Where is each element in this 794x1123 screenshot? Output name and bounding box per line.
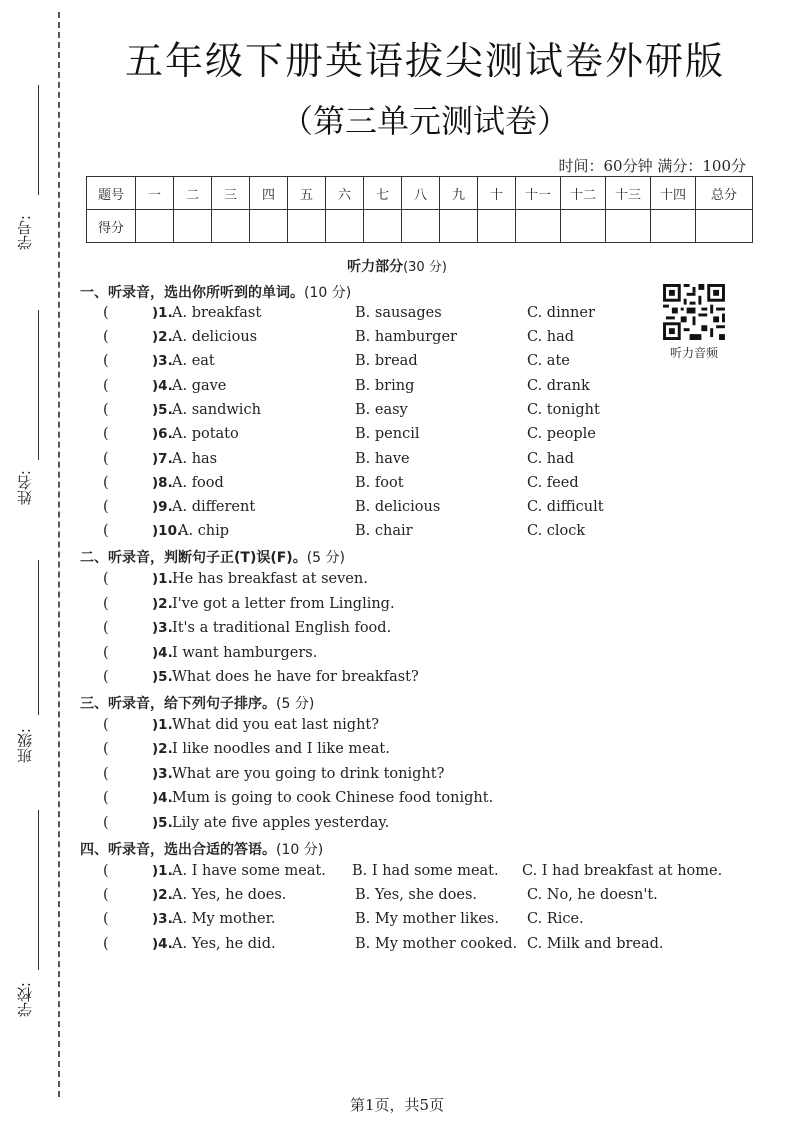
- part4-points: (10 分): [276, 842, 324, 858]
- score-header-cell: 七: [364, 177, 402, 210]
- answer-blank[interactable]: (: [103, 741, 109, 757]
- name-underline: [38, 310, 39, 460]
- answer-blank[interactable]: (: [103, 523, 109, 539]
- answer-blank[interactable]: (: [103, 499, 109, 515]
- answer-blank[interactable]: (: [103, 402, 109, 418]
- option-c: C. No, he doesn't.: [527, 887, 658, 903]
- answer-blank[interactable]: (: [103, 669, 109, 685]
- question-text: I like noodles and I like meat.: [172, 741, 390, 757]
- exam-meta: 时间：60分钟 满分：100分: [558, 157, 746, 175]
- answer-blank[interactable]: (: [103, 378, 109, 394]
- option-c: C. Milk and bread.: [527, 936, 664, 952]
- score-cell[interactable]: [212, 210, 250, 243]
- option-c: C. dinner: [527, 305, 595, 321]
- answer-blank[interactable]: (: [103, 911, 109, 927]
- score-header-cell: 三: [212, 177, 250, 210]
- answer-blank[interactable]: (: [103, 329, 109, 345]
- answer-blank[interactable]: (: [103, 815, 109, 831]
- question-number: )1.: [152, 305, 173, 321]
- score-header-cell: 十四: [651, 177, 696, 210]
- answer-blank[interactable]: (: [103, 717, 109, 733]
- option-c: C. people: [527, 426, 596, 442]
- score-header-cell: 十: [478, 177, 516, 210]
- score-cell[interactable]: [174, 210, 212, 243]
- answer-blank[interactable]: (: [103, 936, 109, 952]
- score-cell[interactable]: [561, 210, 606, 243]
- score-cell[interactable]: [288, 210, 326, 243]
- option-b: B. hamburger: [355, 329, 457, 345]
- option-a: A. My mother.: [172, 911, 276, 927]
- score-table-header-row: [87, 177, 753, 210]
- score-table: [86, 176, 753, 243]
- question-text: Mum is going to cook Chinese food tonight.: [172, 790, 494, 806]
- question-number: )3.: [152, 353, 173, 369]
- question-text: I've got a letter from Lingling.: [172, 596, 395, 612]
- part3-heading: [80, 693, 314, 713]
- score-cell[interactable]: [696, 210, 753, 243]
- option-a: A. has: [172, 451, 218, 467]
- question-number: )4.: [152, 645, 173, 661]
- option-c: C. had: [527, 451, 575, 467]
- option-c: C. I had breakfast at home.: [522, 863, 723, 879]
- question-number: )1.: [152, 571, 173, 587]
- option-c: C. feed: [527, 475, 579, 491]
- binding-dashed-line: [58, 12, 60, 1097]
- question-number: )5.: [152, 402, 173, 418]
- score-cell[interactable]: [440, 210, 478, 243]
- option-b: B. have: [355, 451, 410, 467]
- option-b: B. chair: [355, 523, 413, 539]
- question-number: )5.: [152, 815, 173, 831]
- question-text: It's a traditional English food.: [172, 620, 392, 636]
- answer-blank[interactable]: (: [103, 863, 109, 879]
- question-number: )8.: [152, 475, 173, 491]
- score-header-cell: 八: [402, 177, 440, 210]
- option-b: B. My mother cooked.: [355, 936, 518, 952]
- option-a: A. eat: [172, 353, 215, 369]
- option-b: B. pencil: [355, 426, 420, 442]
- answer-blank[interactable]: (: [103, 571, 109, 587]
- answer-blank[interactable]: (: [103, 645, 109, 661]
- question-number: )7.: [152, 451, 173, 467]
- question-number: )3.: [152, 766, 173, 782]
- question-number: )6.: [152, 426, 173, 442]
- answer-blank[interactable]: (: [103, 305, 109, 321]
- score-cell[interactable]: [364, 210, 402, 243]
- answer-blank[interactable]: (: [103, 451, 109, 467]
- question-text: He has breakfast at seven.: [172, 571, 368, 587]
- score-cell[interactable]: [606, 210, 651, 243]
- score-header-cell: 六: [326, 177, 364, 210]
- question-text: I want hamburgers.: [172, 645, 318, 661]
- answer-blank[interactable]: (: [103, 596, 109, 612]
- option-b: B. My mother likes.: [355, 911, 499, 927]
- part1-heading: [80, 282, 351, 302]
- part4-heading: [80, 839, 323, 859]
- option-b: B. bring: [355, 378, 415, 394]
- option-a: A. chip: [178, 523, 230, 539]
- part4-heading-text: 四、听录音，选出合适的答语。: [80, 842, 276, 858]
- option-c: C. difficult: [527, 499, 604, 515]
- option-a: A. breakfast: [172, 305, 262, 321]
- option-b: B. foot: [355, 475, 404, 491]
- option-a: A. food: [172, 475, 224, 491]
- option-b: B. sausages: [355, 305, 442, 321]
- score-cell[interactable]: [250, 210, 288, 243]
- part2-heading-text: 二、听录音，判断句子正(T)误(F)。: [80, 550, 307, 566]
- score-header-cell: 十一: [516, 177, 561, 210]
- score-cell[interactable]: [136, 210, 174, 243]
- question-number: )2.: [152, 741, 173, 757]
- option-b: B. easy: [355, 402, 408, 418]
- answer-blank[interactable]: (: [103, 426, 109, 442]
- question-number: )1.: [152, 863, 173, 879]
- question-number: )4.: [152, 936, 173, 952]
- option-c: C. had: [527, 329, 575, 345]
- part1-points: (10 分): [304, 285, 352, 301]
- score-cell[interactable]: [478, 210, 516, 243]
- score-cell[interactable]: [326, 210, 364, 243]
- question-text: What does he have for breakfast?: [172, 669, 419, 685]
- option-b: B. Yes, she does.: [355, 887, 478, 903]
- option-c: C. clock: [527, 523, 586, 539]
- score-header-cell: 十二: [561, 177, 606, 210]
- score-cell[interactable]: [651, 210, 696, 243]
- score-header-cell: 题号: [87, 177, 136, 210]
- score-header-cell: 一: [136, 177, 174, 210]
- question-number: )3.: [152, 620, 173, 636]
- school-underline: [38, 810, 39, 970]
- question-number: )4.: [152, 378, 173, 394]
- student-id-underline: [38, 85, 39, 195]
- option-a: A. Yes, he does.: [172, 887, 287, 903]
- option-a: A. potato: [172, 426, 239, 442]
- question-number: )4.: [152, 790, 173, 806]
- question-text: What did you eat last night?: [172, 717, 380, 733]
- option-b: B. delicious: [355, 499, 441, 515]
- part1-heading-text: 一、听录音，选出你所听到的单词。: [80, 285, 304, 301]
- score-cell[interactable]: [516, 210, 561, 243]
- score-row-label: 得分: [87, 210, 136, 243]
- option-a: A. Yes, he did.: [172, 936, 276, 952]
- question-text: What are you going to drink tonight?: [172, 766, 445, 782]
- page-number: 第1页，共5页: [349, 1096, 445, 1114]
- part2-points: (5 分): [306, 550, 345, 566]
- page-subtitle: （第三单元测试卷）: [280, 102, 569, 140]
- school-label: 学校:: [16, 982, 34, 1018]
- score-header-cell: 五: [288, 177, 326, 210]
- class-label: 班级:: [16, 728, 34, 764]
- option-b: B. I had some meat.: [352, 863, 499, 879]
- option-c: C. Rice.: [527, 911, 584, 927]
- question-number: )2.: [152, 329, 173, 345]
- part3-heading-text: 三、听录音，给下列句子排序。: [80, 696, 276, 712]
- listening-points: (30 分): [403, 260, 447, 275]
- score-header-cell: 十三: [606, 177, 651, 210]
- answer-blank[interactable]: (: [103, 353, 109, 369]
- question-number: )2.: [152, 887, 173, 903]
- question-number: )5.: [152, 669, 173, 685]
- question-number: )3.: [152, 911, 173, 927]
- score-table-score-row: [87, 210, 753, 243]
- qr-code-label: 听力音频: [669, 346, 718, 360]
- page-title: 五年级下册英语拔尖测试卷外研版: [124, 39, 725, 83]
- option-a: A. sandwich: [172, 402, 261, 418]
- listening-title: 听力部分: [347, 259, 404, 275]
- question-number: )9.: [152, 499, 173, 515]
- answer-blank[interactable]: (: [103, 620, 109, 636]
- score-header-cell: 总分: [696, 177, 753, 210]
- part2-heading: [80, 547, 345, 567]
- question-number: )2.: [152, 596, 173, 612]
- answer-blank[interactable]: (: [103, 790, 109, 806]
- option-a: A. gave: [172, 378, 227, 394]
- question-number: )1.: [152, 717, 173, 733]
- score-header-cell: 二: [174, 177, 212, 210]
- score-header-cell: 四: [250, 177, 288, 210]
- option-c: C. drank: [527, 378, 590, 394]
- option-b: B. bread: [355, 353, 418, 369]
- class-underline: [38, 560, 39, 715]
- part3-points: (5 分): [276, 696, 315, 712]
- option-c: C. ate: [527, 353, 570, 369]
- listening-section-heading: [0, 256, 794, 276]
- score-cell[interactable]: [402, 210, 440, 243]
- score-header-cell: 九: [440, 177, 478, 210]
- answer-blank[interactable]: (: [103, 475, 109, 491]
- qr-code-icon[interactable]: [663, 284, 725, 340]
- question-text: Lily ate five apples yesterday.: [172, 815, 390, 831]
- option-a: A. different: [172, 499, 256, 515]
- option-a: A. I have some meat.: [172, 863, 326, 879]
- student-id-label: 学号:: [16, 215, 34, 251]
- answer-blank[interactable]: (: [103, 766, 109, 782]
- question-number: )10.: [152, 523, 183, 539]
- option-c: C. tonight: [527, 402, 600, 418]
- answer-blank[interactable]: (: [103, 887, 109, 903]
- option-a: A. delicious: [172, 329, 258, 345]
- name-label: 姓名:: [16, 470, 34, 506]
